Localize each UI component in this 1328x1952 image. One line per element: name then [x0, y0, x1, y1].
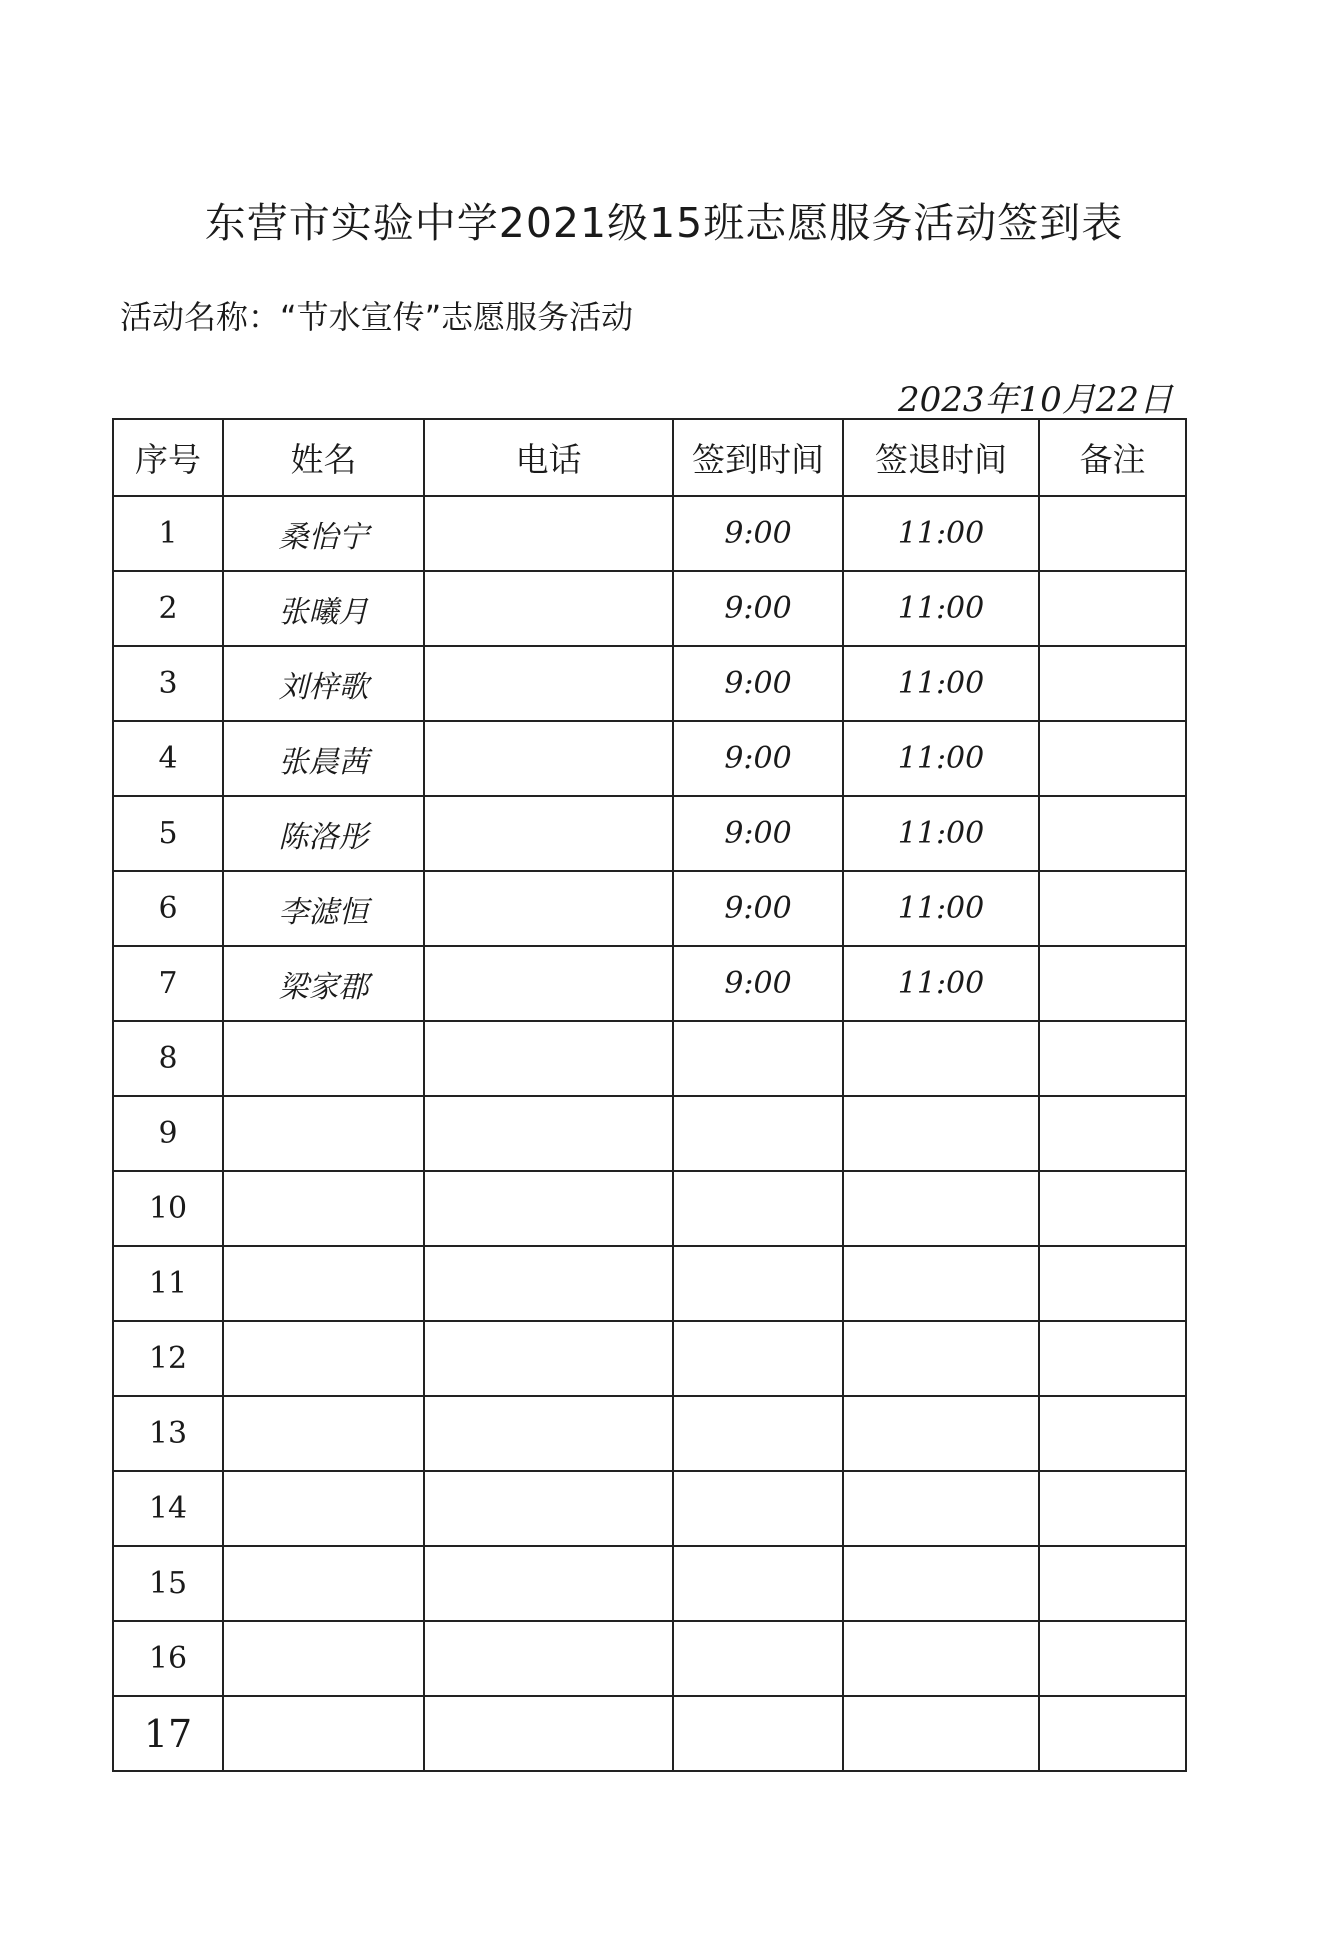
header-name: 姓名 — [223, 419, 424, 496]
sign-out-time: 11:00 — [843, 796, 1039, 871]
table-row — [113, 946, 1186, 1021]
row-number: 13 — [113, 1396, 223, 1471]
phone-cell — [424, 646, 673, 721]
signer-name — [223, 1096, 424, 1171]
activity-name: 活动名称：“节水宣传”志愿服务活动 — [120, 298, 634, 336]
signer-name — [223, 1696, 424, 1771]
signer-name — [223, 1021, 424, 1096]
table-header-row — [113, 419, 1186, 496]
sign-in-time — [673, 1096, 843, 1171]
sign-in-time: 9:00 — [673, 796, 843, 871]
note-cell — [1039, 1096, 1186, 1171]
header-no: 序号 — [113, 419, 223, 496]
row-number: 9 — [113, 1096, 223, 1171]
sign-in-time: 9:00 — [673, 871, 843, 946]
row-number: 12 — [113, 1321, 223, 1396]
table-row — [113, 1321, 1186, 1396]
header-phone: 电话 — [424, 419, 673, 496]
row-number: 1 — [113, 496, 223, 571]
table-row — [113, 1021, 1186, 1096]
sign-in-time: 9:00 — [673, 496, 843, 571]
sign-in-time — [673, 1471, 843, 1546]
sign-out-time: 11:00 — [843, 721, 1039, 796]
signer-name: 李滤恒 — [223, 871, 424, 946]
note-cell — [1039, 1321, 1186, 1396]
table-row — [113, 1621, 1186, 1696]
signer-name: 张曦月 — [223, 571, 424, 646]
sign-out-time: 11:00 — [843, 646, 1039, 721]
phone-cell — [424, 796, 673, 871]
row-number: 7 — [113, 946, 223, 1021]
note-cell — [1039, 1696, 1186, 1771]
phone-cell — [424, 1546, 673, 1621]
signer-name: 陈洛彤 — [223, 796, 424, 871]
note-cell — [1039, 796, 1186, 871]
sign-out-time — [843, 1396, 1039, 1471]
sign-out-time — [843, 1471, 1039, 1546]
note-cell — [1039, 1396, 1186, 1471]
table-row — [113, 1396, 1186, 1471]
row-number: 16 — [113, 1621, 223, 1696]
note-cell — [1039, 1246, 1186, 1321]
sign-in-time — [673, 1396, 843, 1471]
note-cell — [1039, 1021, 1186, 1096]
phone-cell — [424, 1471, 673, 1546]
note-cell — [1039, 1471, 1186, 1546]
sign-out-time — [843, 1321, 1039, 1396]
table-row — [113, 1171, 1186, 1246]
signer-name — [223, 1546, 424, 1621]
signer-name — [223, 1246, 424, 1321]
phone-cell — [424, 1621, 673, 1696]
sign-out-time: 11:00 — [843, 496, 1039, 571]
table-row — [113, 1246, 1186, 1321]
sign-out-time — [843, 1696, 1039, 1771]
signer-name: 张晨茜 — [223, 721, 424, 796]
sign-in-time — [673, 1246, 843, 1321]
table-row — [113, 496, 1186, 571]
sign-out-time — [843, 1171, 1039, 1246]
signer-name — [223, 1396, 424, 1471]
sign-date: 2023年10月22日 — [897, 380, 1173, 420]
sign-in-time — [673, 1621, 843, 1696]
sign-in-time — [673, 1321, 843, 1396]
sign-out-time: 11:00 — [843, 946, 1039, 1021]
sign-in-time: 9:00 — [673, 721, 843, 796]
row-number: 2 — [113, 571, 223, 646]
header-sign-in: 签到时间 — [673, 419, 843, 496]
phone-cell — [424, 496, 673, 571]
note-cell — [1039, 721, 1186, 796]
phone-cell — [424, 946, 673, 1021]
header-note: 备注 — [1039, 419, 1186, 496]
table-row — [113, 871, 1186, 946]
phone-cell — [424, 1321, 673, 1396]
sign-in-time — [673, 1696, 843, 1771]
table-row — [113, 646, 1186, 721]
phone-cell — [424, 1096, 673, 1171]
header-sign-out: 签退时间 — [843, 419, 1039, 496]
sign-in-time: 9:00 — [673, 571, 843, 646]
sign-in-time: 9:00 — [673, 646, 843, 721]
phone-cell — [424, 721, 673, 796]
table-row — [113, 721, 1186, 796]
note-cell — [1039, 1546, 1186, 1621]
sign-in-table — [112, 418, 1187, 1772]
sign-out-time — [843, 1246, 1039, 1321]
sign-out-time — [843, 1546, 1039, 1621]
signer-name — [223, 1471, 424, 1546]
sign-in-time — [673, 1546, 843, 1621]
sign-out-time: 11:00 — [843, 871, 1039, 946]
row-number: 4 — [113, 721, 223, 796]
sign-out-time — [843, 1021, 1039, 1096]
note-cell — [1039, 946, 1186, 1021]
signer-name — [223, 1321, 424, 1396]
row-number: 11 — [113, 1246, 223, 1321]
note-cell — [1039, 496, 1186, 571]
sign-in-time: 9:00 — [673, 946, 843, 1021]
signer-name: 刘梓歌 — [223, 646, 424, 721]
note-cell — [1039, 571, 1186, 646]
row-number: 14 — [113, 1471, 223, 1546]
row-number: 17 — [113, 1696, 223, 1771]
row-number: 15 — [113, 1546, 223, 1621]
row-number: 5 — [113, 796, 223, 871]
table-row — [113, 1471, 1186, 1546]
row-number: 3 — [113, 646, 223, 721]
sheet-title: 东营市实验中学2021级15班志愿服务活动签到表 — [204, 199, 1124, 247]
note-cell — [1039, 1171, 1186, 1246]
table-row — [113, 571, 1186, 646]
phone-cell — [424, 1021, 673, 1096]
row-number: 10 — [113, 1171, 223, 1246]
table-row — [113, 1546, 1186, 1621]
sign-in-time — [673, 1171, 843, 1246]
table-row — [113, 796, 1186, 871]
phone-cell — [424, 1246, 673, 1321]
signer-name: 梁家郡 — [223, 946, 424, 1021]
phone-cell — [424, 1171, 673, 1246]
row-number: 8 — [113, 1021, 223, 1096]
phone-cell — [424, 571, 673, 646]
sign-in-time — [673, 1021, 843, 1096]
sign-out-time — [843, 1621, 1039, 1696]
signer-name — [223, 1621, 424, 1696]
signer-name — [223, 1171, 424, 1246]
note-cell — [1039, 871, 1186, 946]
row-number: 6 — [113, 871, 223, 946]
phone-cell — [424, 1396, 673, 1471]
phone-cell — [424, 871, 673, 946]
table-row — [113, 1696, 1186, 1771]
table-row — [113, 1096, 1186, 1171]
phone-cell — [424, 1696, 673, 1771]
signer-name: 桑怡宁 — [223, 496, 424, 571]
sign-out-time — [843, 1096, 1039, 1171]
sign-out-time: 11:00 — [843, 571, 1039, 646]
note-cell — [1039, 646, 1186, 721]
note-cell — [1039, 1621, 1186, 1696]
